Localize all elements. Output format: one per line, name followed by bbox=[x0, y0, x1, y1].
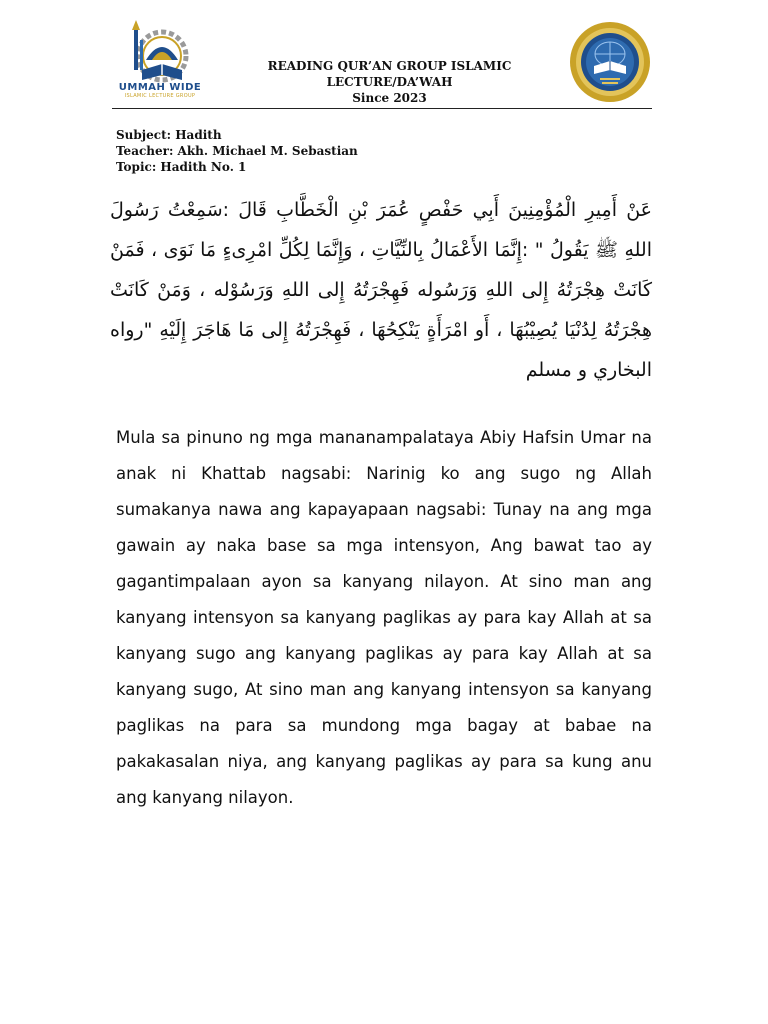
ummah-wide-logo-text: UMMAH WIDE bbox=[118, 82, 202, 93]
title-line-3: Since 2023 bbox=[352, 91, 427, 105]
letterhead-title bbox=[262, 58, 517, 106]
title-line-1: READING QUR’AN GROUP ISLAMIC bbox=[267, 59, 512, 73]
lesson-meta bbox=[116, 127, 358, 175]
letterhead bbox=[112, 18, 652, 110]
teacher-line: Teacher: Akh. Michael M. Sebastian bbox=[116, 144, 358, 158]
ummah-wide-logo-subtext: ISLAMIC LECTURE GROUP bbox=[124, 93, 196, 99]
subject-line: Subject: Hadith bbox=[116, 128, 222, 142]
reading-group-seal-logo bbox=[568, 18, 652, 106]
topic-line: Topic: Hadith No. 1 bbox=[116, 160, 247, 174]
hadith-translation: Mula sa pinuno ng mga mananampalataya Abiy Hafsin Umar na anak ni Khattab nagsabi: Narinig ko ang sugo ng Allah sumakanya nawa ang kapayapaan nagsabi: Tunay na ang mga gawain ay naka base sa mga intensyon, Ang bawat tao ay gagantimpalaan ayon sa kanyang nilayon. At sino man ang kanyang intensyon sa kanyang paglikas ay para kay Allah at sa kanyang sugo ang kanyang paglikas ay para kay Allah at sa kanyang sugo, At sino man ang kanyang intensyon sa kanyang paglikas na para sa mundong mga bagay at babae na pakakasalan niya, ang kanyang paglikas ay para sa kung anu ang kanyang nilayon. bbox=[116, 428, 652, 807]
title-line-2: LECTURE/DA’WAH bbox=[326, 75, 453, 89]
hadith-arabic-text: عَنْ أَمِيرِ الْمُؤْمِنِينَ أَبِي حَفْصٍ عُمَرَ بْنِ الْخَطَّابِ قَالَ :سَمِعْتُ رَسُولَ اللهِ ﷺ يَقُولُ " :إِنَّمَا الأَعْمَالُ بِالنِّيَّاتِ ، وَإِنَّمَا لِكُلِّ امْرِىءٍ مَا نَوَى ، فَمَنْ كَانَتْ هِجْرَتُهُ إِلى اللهِ وَرَسُوله فَهِجْرَتُهُ إِلى اللهِ وَرَسُوْله ، وَمَنْ كَانَتْ هِجْرَتُهُ لِدُنْيَا يُصِيْبُهَا ، أَو امْرَأَةٍ يَنْكِحُهَا ، فَهِجْرَتُهُ إِلى مَا هَاجَرَ إِلَيْهِ "رواه البخاري و مسلم bbox=[110, 199, 652, 381]
header-divider bbox=[112, 108, 652, 109]
